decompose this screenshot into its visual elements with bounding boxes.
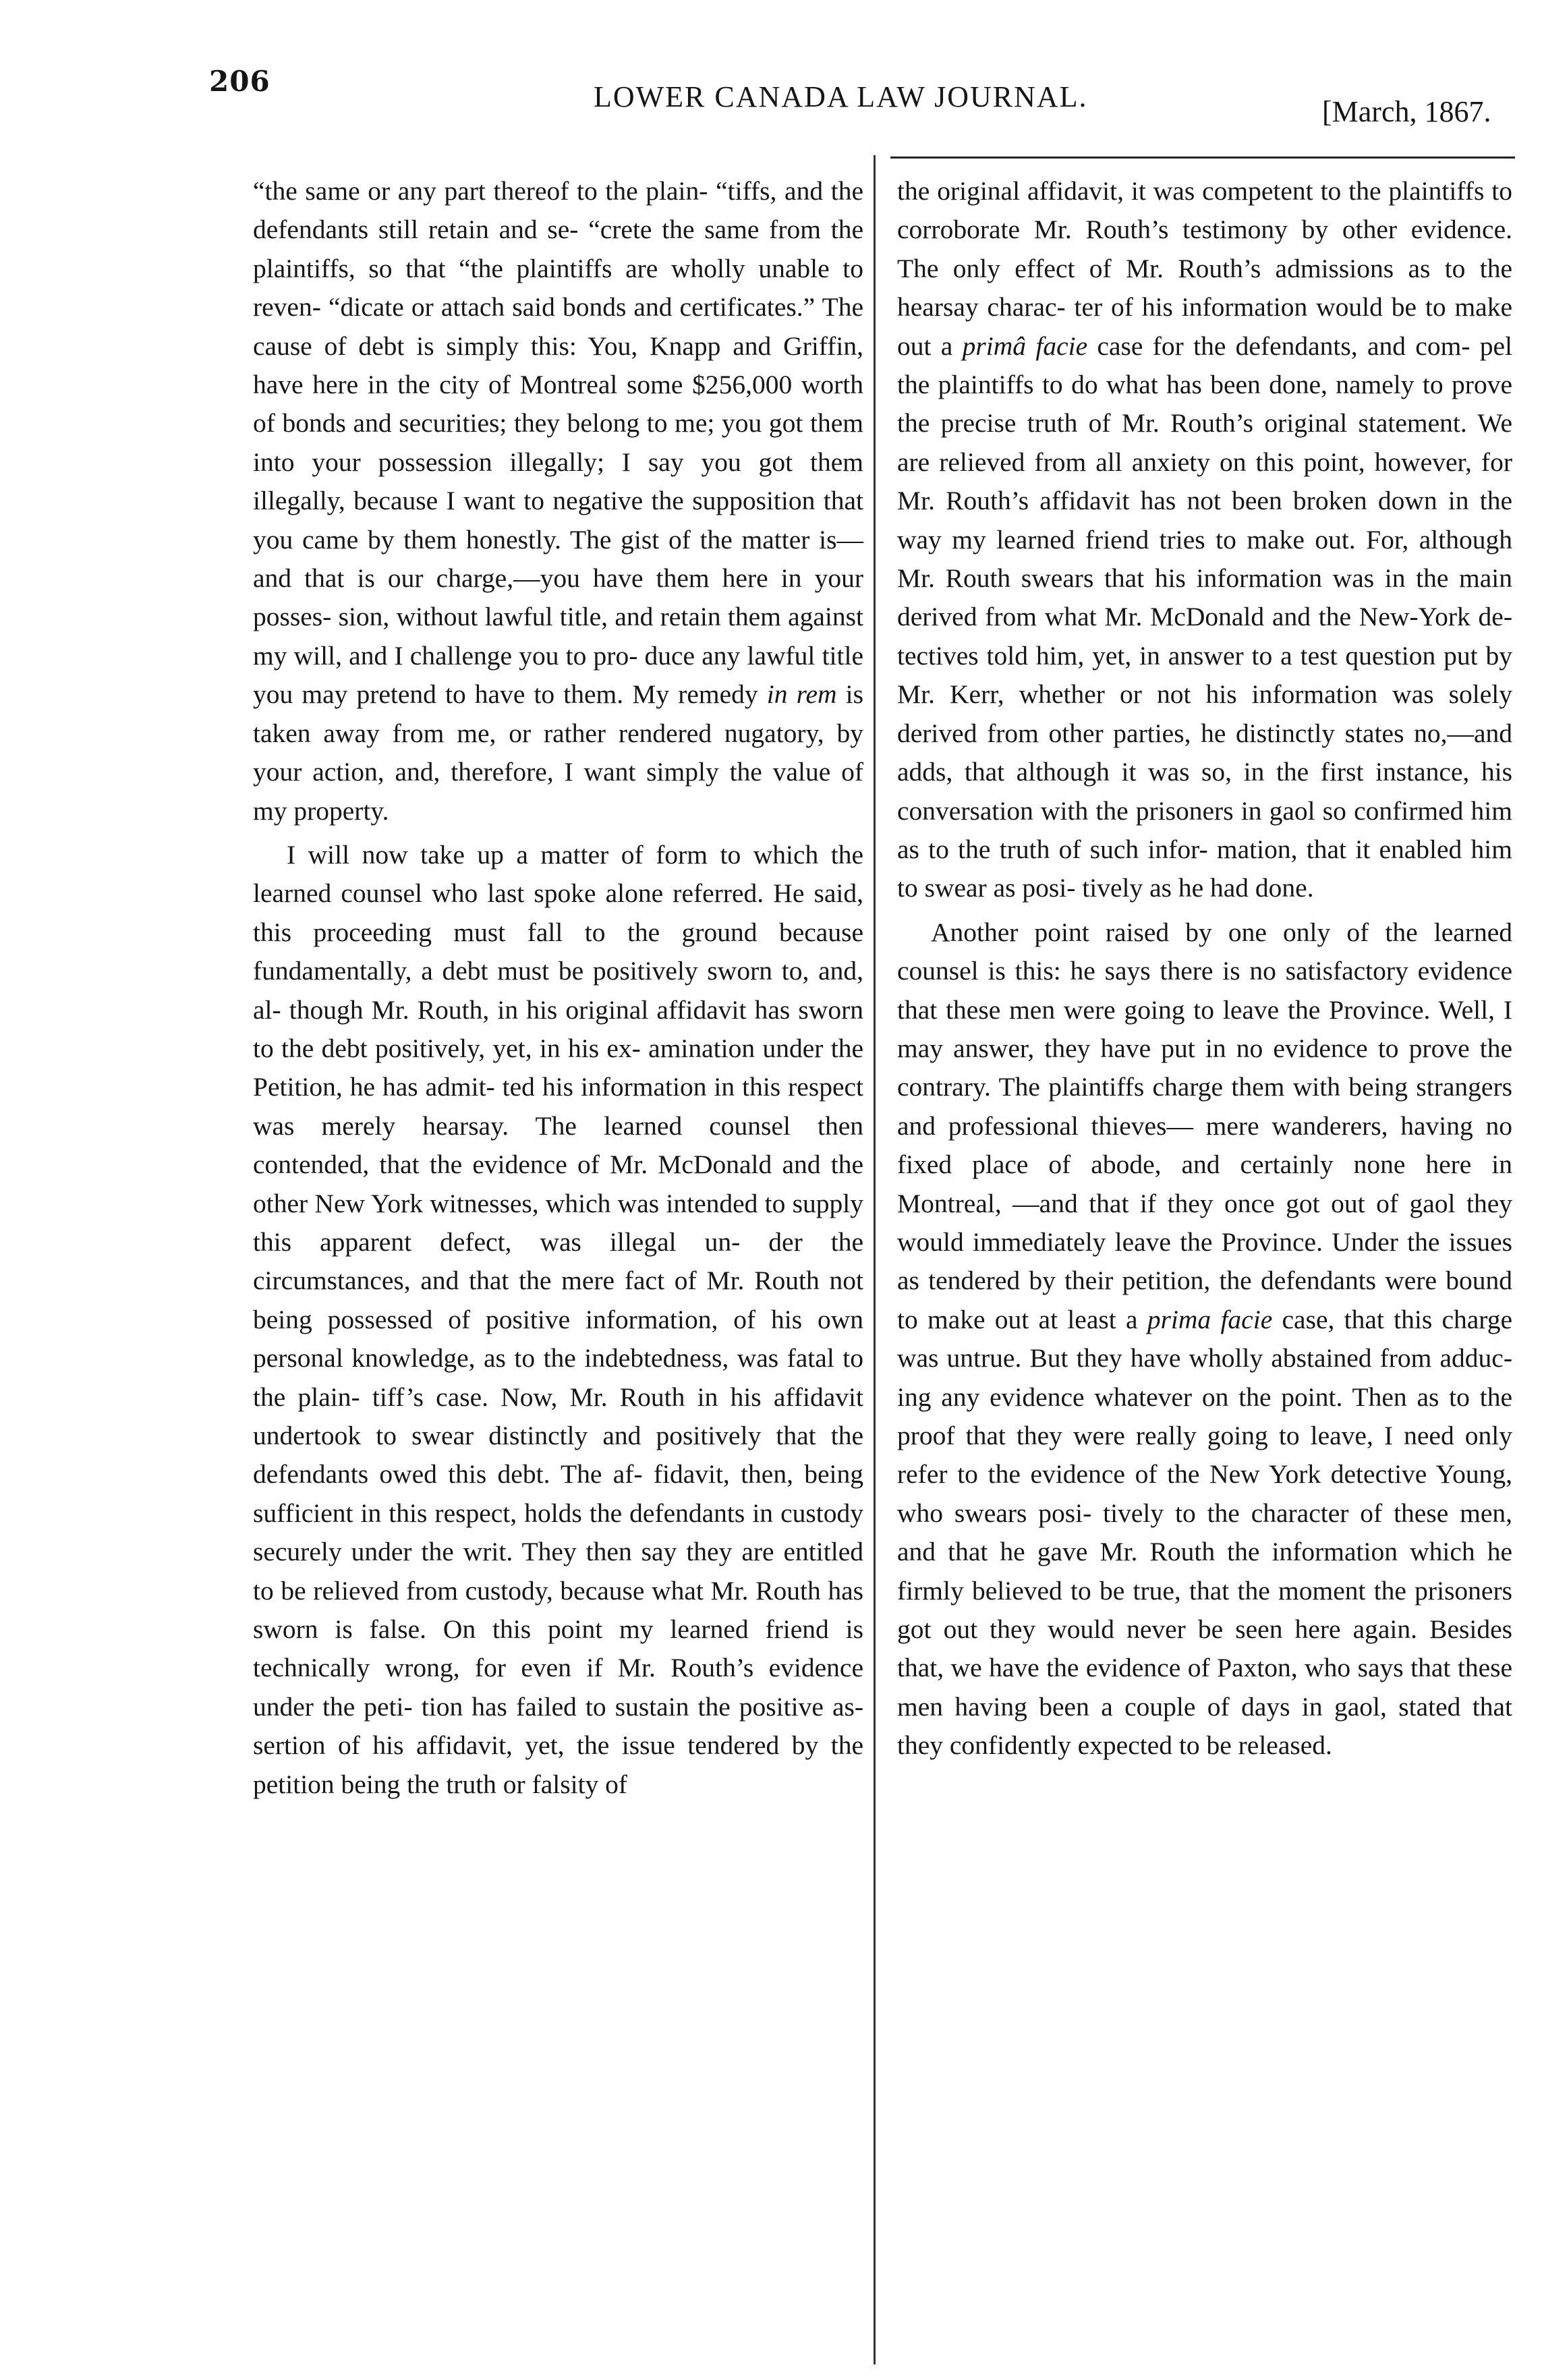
column-divider <box>874 155 876 2364</box>
left-paragraph-1 <box>253 172 863 830</box>
right-paragraph-1-end: case for the defendants, and com- pel the plaintiffs to do what has been done, namely to prove the precise truth of Mr. Routh’s original statement. We are relieved from all anxiety on this point, however, for Mr. Routh’s affidavit has not been broken down in the way my learned friend tries to make out. For, although Mr. Routh swears that his information was in the main derived from what Mr. McDonald and the New-York de- tectives told him, yet, in answer to a test question put by Mr. Kerr, whether or not his information was solely derived from other parties, he distinctly states no,—and adds, that although it was so, in the first instance, his conversation with the prisoners in gaol so confirmed him as to the truth of such infor- mation, that it enabled him to swear as posi- tively as he had done. <box>897 331 1513 903</box>
left-paragraph-1-italic: in rem <box>766 679 837 710</box>
journal-title: LOWER CANADA LAW JOURNAL. <box>594 80 1088 113</box>
right-column <box>897 172 1512 1765</box>
right-paragraph-2-end: case, that this charge was untrue. But they have wholly abstained from adduc- ing any evidence whatever on the point. Then as to the proof that they were really going to leave, I need only refer to the evidence of the New York detective Young, who swears posi- tively to the character of these men, and that he gave Mr. Routh the information which he firmly believed to be true, that the moment the prisoners got out they would never be seen here again. Besides that, we have the evidence of Paxton, who says that these men having been a couple of days in gaol, stated that they confidently expected to be released. <box>897 1304 1513 1761</box>
issue-date: [March, 1867. <box>1322 95 1491 128</box>
left-paragraph-1-end: is taken away from me, or rather rendered nugatory, by your action, and, therefore, I want simply the value of my property. <box>253 679 864 826</box>
right-paragraph-1 <box>897 172 1512 908</box>
left-column <box>253 172 863 1804</box>
right-paragraph-2 <box>897 913 1512 1765</box>
right-paragraph-2-italic: prima facie <box>1147 1304 1273 1334</box>
header-rule <box>890 157 1515 159</box>
left-paragraph-2: I will now take up a matter of form to which the learned counsel who last spoke alone referred. He said, this proceeding must fall to the ground because fundamentally, a debt must be positively sworn to, and, al- though Mr. Routh, in his original affidavit has sworn to the debt positively, yet, in his ex- amination under the Petition, he has admit- ted his information in this respect was merely hearsay. The learned counsel then contended, that the evidence of Mr. McDonald and the other New York witnesses, which was intended to supply this apparent defect, was illegal un- der the circumstances, and that the mere fact of Mr. Routh not being possessed of positive information, of his own personal knowledge, as to the indebtedness, was fatal to the plain- tiff’s case. Now, Mr. Routh in his affidavit undertook to swear distinctly and positively that the defendants owed this debt. The af- fidavit, then, being sufficient in this respect, holds the defendants in custody securely under the writ. They then say they are entitled to be relieved from custody, because what Mr. Routh has sworn is false. On this point my learned friend is technically wrong, for even if Mr. Routh’s evidence under the peti- tion has failed to sustain the positive as- sertion of his affidavit, yet, the issue tendered by the petition being the truth or falsity of <box>253 839 863 1799</box>
right-paragraph-2-text: Another point raised by one only of the learned counsel is this: he says there is no satisfactory evidence that these men were going to leave the Province. Well, I may answer, they have put in no evidence to prove the contrary. The plaintiffs charge them with being strangers and professional thieves— mere wanderers, having no fixed place of abode, and certainly none here in Montreal, —and that if they once got out of gaol they would immediately leave the Province. Under the issues as tendered by their petition, the defendants were bound to make out at least a <box>897 917 1512 1334</box>
right-paragraph-1-text: the original affidavit, it was competent to the plaintiffs to corroborate Mr. Routh’s testimony by other evidence. The only effect of Mr. Routh’s admissions as to the hearsay charac- ter of his information would be to make out a <box>897 176 1512 361</box>
right-paragraph-1-italic: primâ facie <box>962 331 1088 361</box>
left-paragraph-1-text: “the same or any part thereof to the plain- “tiffs, and the defendants still retain and se- “crete the same from the plaintiffs, so that “the plaintiffs are wholly unable to reven- “dicate or attach said bonds and certificates.” The cause of debt is simply this: You, Knapp and Griffin, have here in the city of Montreal some $256,000 worth of bonds and securities; they belong to me; you got them into your possession illegally; I say you got them illegally, because I want to negative the supposition that you came by them honestly. The gist of the matter is—and that is our charge,—you have them here in your posses- sion, without lawful title, and retain them against my will, and I challenge you to pro- duce any lawful title you may pretend to have to them. My remedy <box>253 176 863 710</box>
page-number: 206 <box>209 65 270 98</box>
